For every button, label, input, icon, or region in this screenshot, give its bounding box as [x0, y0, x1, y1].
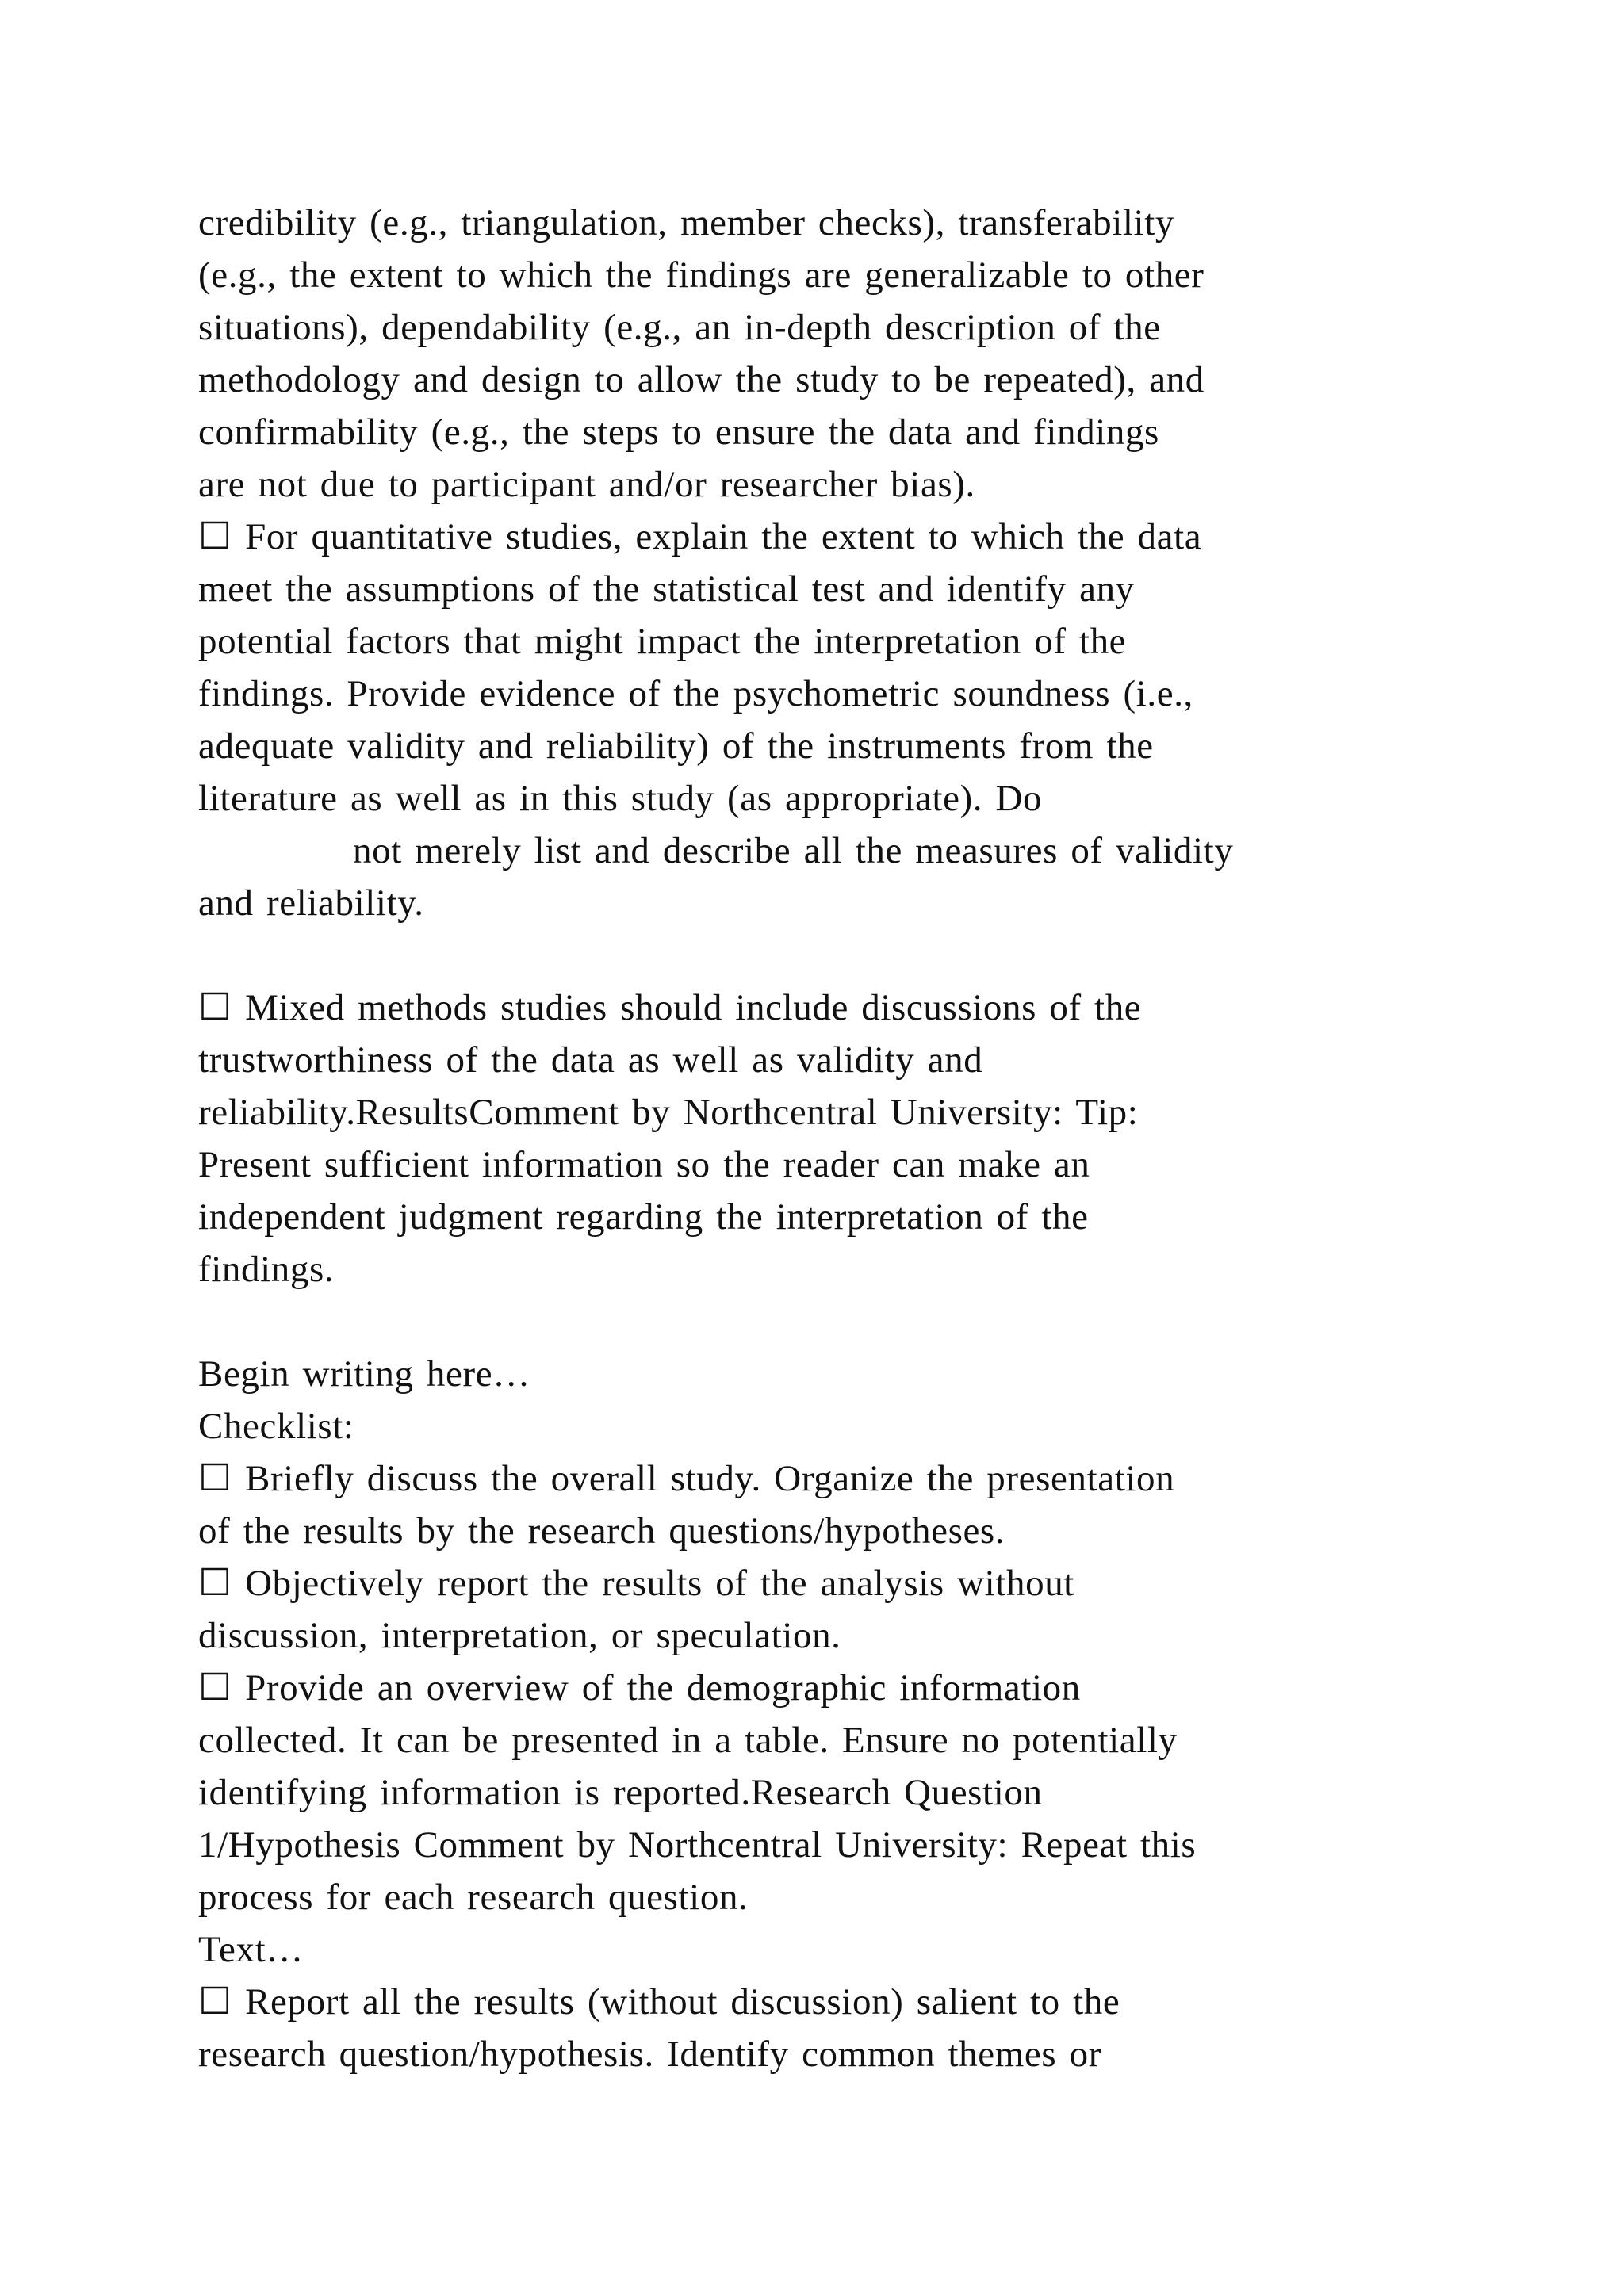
text-line: process for each research question. — [198, 1877, 749, 1918]
document-body — [198, 197, 1467, 2080]
text-line: trustworthiness of the data as well as validity and — [198, 1039, 983, 1081]
text-line: collected. It can be presented in a table. Ensure no potentially — [198, 1720, 1178, 1761]
blank-line — [198, 1295, 1467, 1348]
checklist-item-report-results: ☐ Report all the results (without discussion) salient to the — [198, 1981, 1120, 2022]
text-line: meet the assumptions of the statistical test and identify any — [198, 568, 1135, 610]
text-line: and reliability. — [198, 882, 424, 924]
text-line: potential factors that might impact the interpretation of the — [198, 621, 1127, 662]
placeholder-text: Begin writing here… — [198, 1353, 530, 1395]
text-line: independent judgment regarding the interpretation of the — [198, 1196, 1089, 1238]
checklist-item-quantitative: ☐ For quantitative studies, explain the extent to which the data — [198, 516, 1202, 557]
checklist-item-mixed-methods: ☐ Mixed methods studies should include discussions of the — [198, 987, 1142, 1028]
checklist-item-objective-report: ☐ Objectively report the results of the analysis without — [198, 1563, 1074, 1604]
text-line-indented: not merely list and describe all the measures of validity — [353, 830, 1234, 871]
checklist-heading: Checklist: — [198, 1406, 354, 1447]
text-line: adequate validity and reliability) of the instruments from the — [198, 725, 1154, 767]
text-line: confirmability (e.g., the steps to ensure the data and findings — [198, 411, 1159, 453]
text-line: methodology and design to allow the study to be repeated), and — [198, 359, 1205, 400]
text-line: 1/Hypothesis Comment by Northcentral University: Repeat this — [198, 1824, 1197, 1866]
blank-line — [198, 929, 1467, 982]
text-line: of the results by the research questions/hypotheses. — [198, 1510, 1005, 1552]
text-line: reliability.ResultsComment by Northcentral University: Tip: — [198, 1092, 1139, 1133]
text-line: are not due to participant and/or researcher bias). — [198, 464, 975, 505]
checklist-item-overall-study: ☐ Briefly discuss the overall study. Organize the presentation — [198, 1458, 1175, 1499]
placeholder-text: Text… — [198, 1929, 304, 1970]
text-line: situations), dependability (e.g., an in-depth description of the — [198, 307, 1161, 348]
text-line: (e.g., the extent to which the findings are generalizable to other — [198, 254, 1205, 296]
text-line: discussion, interpretation, or speculation. — [198, 1615, 841, 1656]
text-line: findings. Provide evidence of the psychometric soundness (i.e., — [198, 673, 1193, 714]
checklist-item-demographics: ☐ Provide an overview of the demographic information — [198, 1667, 1081, 1709]
text-line: identifying information is reported.Research Question — [198, 1772, 1043, 1813]
text-line: Present sufficient information so the reader can make an — [198, 1144, 1090, 1185]
text-line: credibility (e.g., triangulation, member checks), transferability — [198, 202, 1174, 243]
text-line: literature as well as in this study (as appropriate). Do — [198, 778, 1043, 819]
text-line: findings. — [198, 1249, 335, 1290]
text-line: research question/hypothesis. Identify common themes or — [198, 2034, 1101, 2075]
